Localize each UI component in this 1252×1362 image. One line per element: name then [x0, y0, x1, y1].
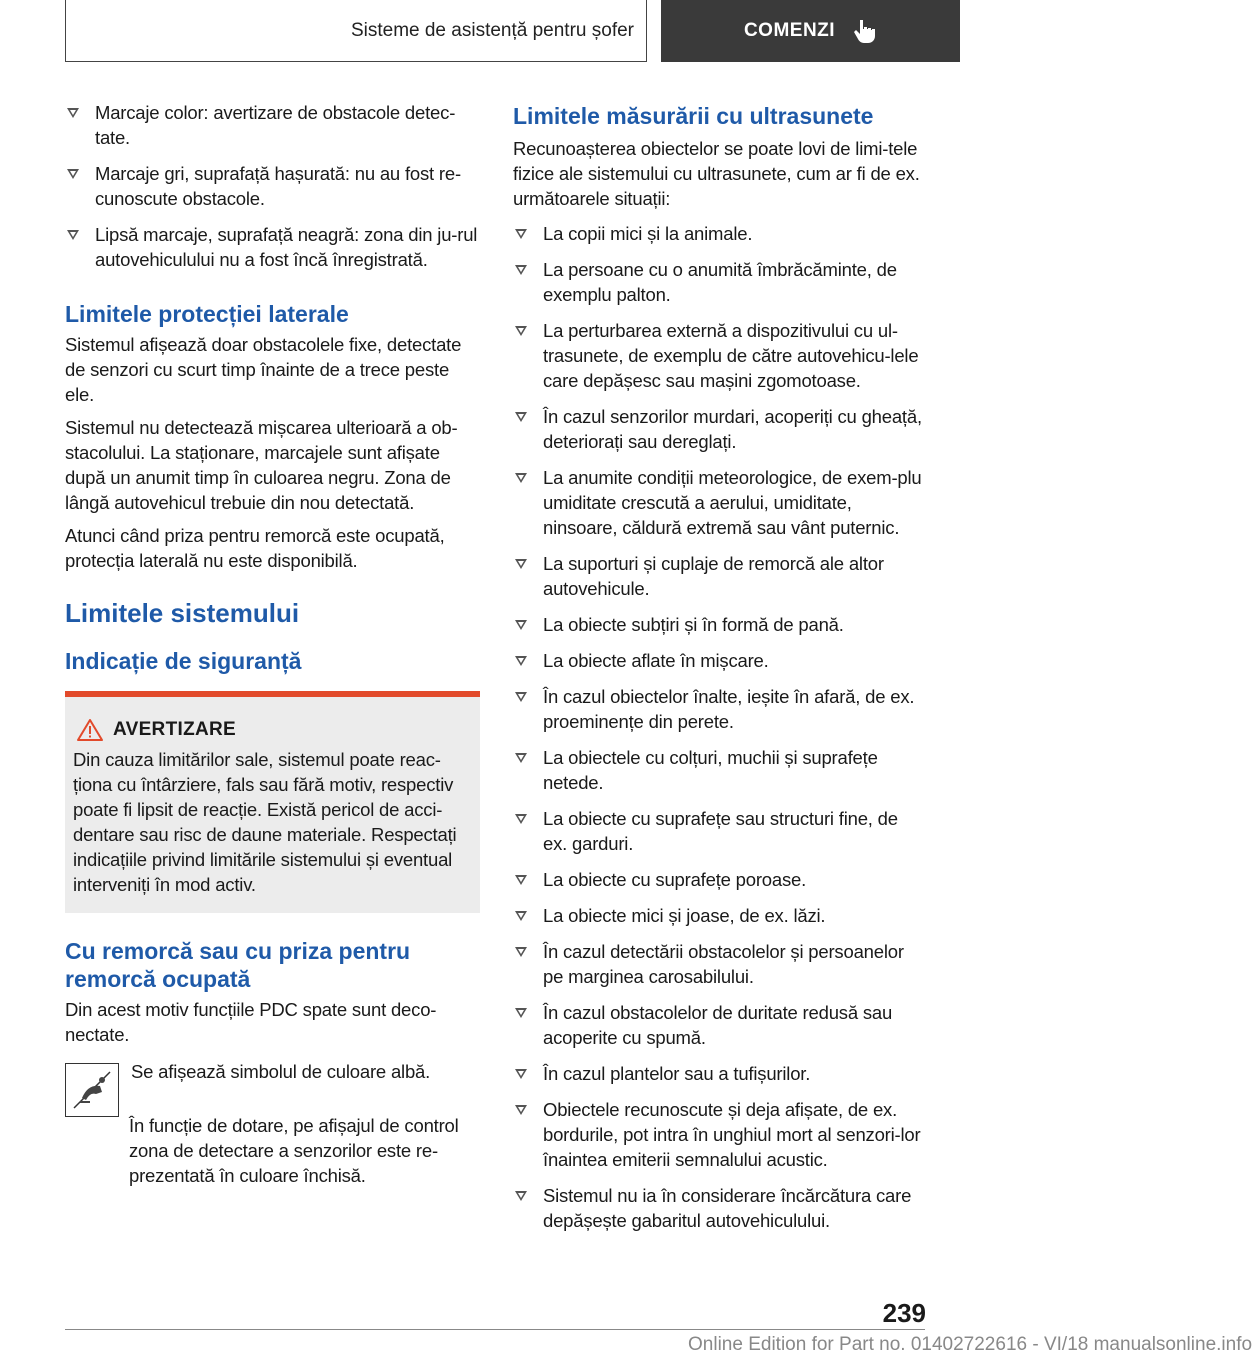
marking-list [65, 100, 480, 272]
trailer-heading: Cu remorcă sau cu priza pentru remorcă ocupată [65, 938, 411, 992]
list-item: În cazul obstacolelor de duritate redusă sau acoperite cu spumă. [513, 1000, 925, 1050]
list-item: Sistemul nu ia în considerare încărcătura care depășește gabaritul autovehiculului. [513, 1183, 925, 1233]
list-item: În cazul senzorilor murdari, acoperiți cu gheață, deteriorați sau dereglați. [513, 404, 925, 454]
bullet-triangle-icon [515, 265, 527, 275]
safety-heading: Indicație de siguranță [65, 648, 302, 674]
bullet-triangle-icon [515, 814, 527, 824]
bullet-triangle-icon [515, 559, 527, 569]
bullet-triangle-icon [67, 108, 79, 118]
bullet-triangle-icon [515, 753, 527, 763]
list-item: La obiecte aflate în mișcare. [513, 648, 925, 673]
list-item: Marcaje color: avertizare de obstacole detec-tate. [65, 100, 480, 150]
lateral-paragraph: Atunci când priza pentru remorcă este ocupată, protecția laterală nu este disponibilă. [65, 525, 445, 571]
bullet-triangle-icon [515, 1008, 527, 1018]
list-item: Obiectele recunoscute și deja afișate, de ex. bordurile, pot intra în unghiul mort al senzori-lor înaintea emiterii semnalului acustic. [513, 1097, 925, 1172]
list-item: La obiecte cu suprafețe poroase. [513, 867, 925, 892]
bullet-triangle-icon [515, 692, 527, 702]
footer-divider [65, 1329, 925, 1330]
list-item: Lipsă marcaje, suprafață neagră: zona din ju-rul autovehiculului nu a fost încă înregistrată. [65, 222, 480, 272]
symbol-paragraph: În funcție de dotare, pe afișajul de control zona de detectare a senzorilor este re-prezentată în culoare închisă. [129, 1115, 459, 1186]
bullet-triangle-icon [515, 1069, 527, 1079]
lateral-paragraph: Sistemul nu detectează mișcarea ulterioară a ob-stacolului. La staționare, marcajele sunt afișate după un anumit timp în culoarea negru. Zona de lângă autovehicul trebuie din nou detectată. [65, 417, 458, 513]
list-item: În cazul detectării obstacolelor și persoanelor pe marginea carosabilului. [513, 939, 925, 989]
list-item: La obiecte cu suprafețe sau structuri fine, de ex. garduri. [513, 806, 925, 856]
list-item: La obiecte mici și joase, de ex. lăzi. [513, 903, 925, 928]
list-item: În cazul obiectelor înalte, ieșite în afară, de ex. proeminențe din perete. [513, 684, 925, 734]
ultrasound-intro: Recunoașterea obiectelor se poate lovi de limi-tele fizice ale sistemului cu ultrasunete, cum ar fi de ex. următoarele situații: [513, 138, 920, 209]
warning-triangle-icon [77, 719, 103, 741]
bullet-triangle-icon [515, 229, 527, 239]
list-item: La obiecte subțiri și în formă de pană. [513, 612, 925, 637]
bullet-triangle-icon [515, 620, 527, 630]
section-title: Sisteme de asistență pentru șofer [65, 0, 647, 62]
chapter-tab[interactable] [661, 0, 960, 62]
warning-box [65, 691, 480, 913]
right-column [513, 100, 925, 1244]
list-item: La obiectele cu colțuri, muchii și suprafețe netede. [513, 745, 925, 795]
system-heading: Limitele sistemului [65, 598, 300, 628]
list-item: Marcaje gri, suprafață hașurată: nu au fost re-cunoscute obstacole. [65, 161, 480, 211]
limits-list [513, 221, 925, 1233]
left-column [65, 100, 480, 1196]
hand-pointer-icon [853, 18, 877, 44]
symbol-paragraph: Se afișează simbolul de culoare albă. [131, 1061, 431, 1082]
bullet-triangle-icon [515, 326, 527, 336]
bullet-triangle-icon [67, 230, 79, 240]
bullet-triangle-icon [515, 911, 527, 921]
lateral-heading: Limitele protecției laterale [65, 301, 349, 327]
bullet-triangle-icon [515, 875, 527, 885]
lateral-paragraph: Sistemul afișează doar obstacolele fixe, detectate de senzori cu scurt timp înainte de a trece peste ele. [65, 334, 462, 405]
bullet-triangle-icon [515, 412, 527, 422]
bullet-triangle-icon [515, 473, 527, 483]
warning-text: Din cauza limitărilor sale, sistemul poate reac-ționa cu întârziere, fals sau fără motiv, respectiv poate fi lipsit de reacție. Există pericol de acci-dentare sau risc de daune materiale. Respectați indicațiile privind limitările sistemului și eventual interveniți în mod activ. [73, 749, 457, 895]
bullet-triangle-icon [67, 169, 79, 179]
ultrasound-heading: Limitele măsurării cu ultrasunete [513, 103, 874, 129]
symbol-row [65, 1059, 480, 1117]
watermark: Online Edition for Part no. 01402722616 - VI/18 manualsonline.info [688, 1334, 1252, 1355]
list-item: În cazul plantelor sau a tufișurilor. [513, 1061, 925, 1086]
warning-title: AVERTIZARE [77, 719, 472, 741]
chapter-tab-label: COMENZI [743, 20, 836, 41]
list-item: La perturbarea externă a dispozitivului cu ul-trasunete, de exemplu de către autovehicu-lele care depășesc sau mașini zgomotoase. [513, 318, 925, 393]
list-item: La copii mici și la animale. [513, 221, 925, 246]
bullet-triangle-icon [515, 947, 527, 957]
bullet-triangle-icon [515, 1191, 527, 1201]
trailer-symbol-icon [65, 1063, 119, 1117]
list-item: La persoane cu o anumită îmbrăcăminte, de exemplu palton. [513, 257, 925, 307]
bullet-triangle-icon [515, 1105, 527, 1115]
page-header [65, 0, 960, 64]
list-item: La anumite condiții meteorologice, de exem-plu umiditate crescută a aerului, umiditate, ninsoare, căldură extremă sau vânt puternic. [513, 465, 925, 540]
page-number: 239 [882, 1298, 926, 1328]
trailer-paragraph: Din acest motiv funcțiile PDC spate sunt deco-nectate. [65, 999, 437, 1045]
list-item: La suporturi și cuplaje de remorcă ale altor autovehicule. [513, 551, 925, 601]
bullet-triangle-icon [515, 656, 527, 666]
symbol-description [131, 1059, 430, 1117]
